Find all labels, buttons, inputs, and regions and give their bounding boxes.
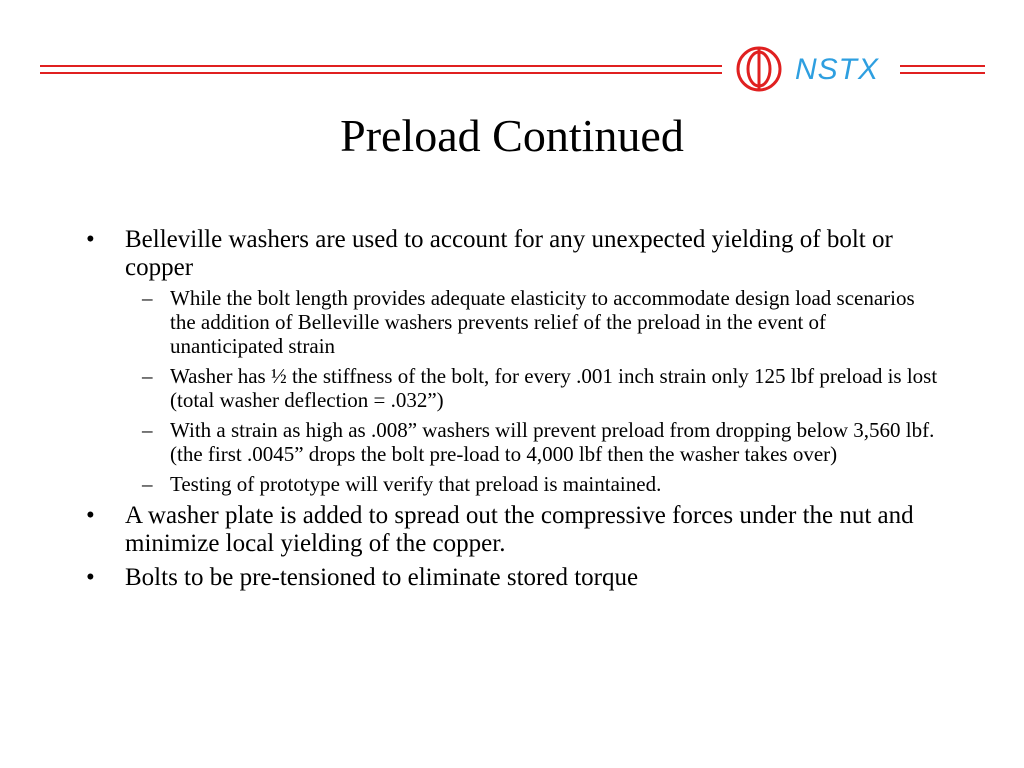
slide-body [86,226,944,598]
right-double-rule [900,66,985,73]
bullet-marker: • [86,226,95,253]
slide-title: Preload Continued [340,110,684,161]
sub-bullet-list [125,286,944,496]
bullet-marker: • [86,502,95,529]
sub-bullet-marker: – [142,364,153,388]
sub-bullet-text: While the bolt length provides adequate elasticity to accommodate design load scenarios the addition of Belleville washers prevents relief of the preload in the event of unanticipated strain [170,286,915,358]
nstx-torus-emblem-icon [738,48,780,90]
sub-bullet-text: Washer has ½ the stiffness of the bolt, for every .001 inch strain only 125 lbf preload is lost (total washer deflection = .032”) [170,364,938,412]
sub-bullet-marker: – [142,286,153,310]
sub-bullet-washer-stiffness [125,364,944,412]
sub-bullet-marker: – [142,418,153,442]
bullet-text: Bolts to be pre-tensioned to eliminate stored torque [125,564,639,591]
sub-bullet-marker: – [142,472,153,496]
bullet-text: A washer plate is added to spread out the compressive forces under the nut and minimize local yielding of the copper. [125,502,914,557]
bullet-belleville-washers [86,226,944,496]
bullet-washer-plate [86,502,944,558]
sub-bullet-prototype-testing [125,472,944,496]
bullet-text: Belleville washers are used to account for any unexpected yielding of bolt or copper [125,226,893,281]
sub-bullet-text: With a strain as high as .008” washers will prevent preload from dropping below 3,560 lbf. (the first .0045” drops the bolt pre-load to 4,000 lbf then the washer takes over) [170,418,935,466]
sub-bullet-strain-limit [125,418,944,466]
logo-text: NSTX [795,53,880,86]
sub-bullet-text: Testing of prototype will verify that preload is maintained. [170,472,662,496]
left-double-rule [40,66,722,73]
bullet-pre-tensioned-bolts [86,564,944,592]
bullet-marker: • [86,564,95,591]
sub-bullet-bolt-length [125,286,944,358]
